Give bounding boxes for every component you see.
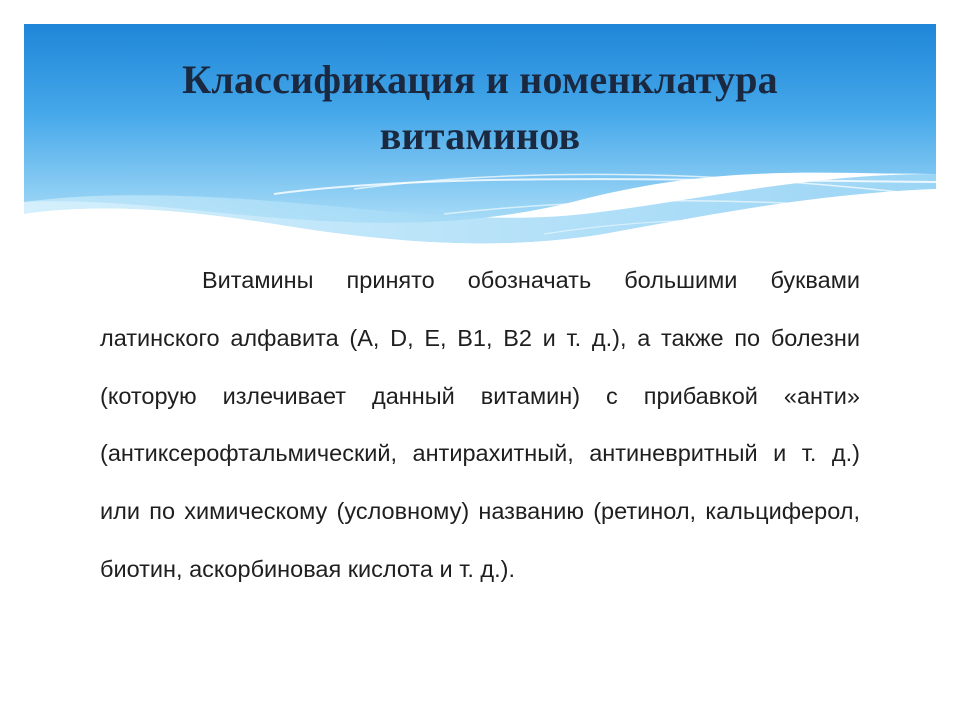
- slide-title-line-1: Классификация и номенклатура: [182, 57, 778, 102]
- slide-title-line-2: витаминов: [379, 113, 581, 158]
- slide-title: [60, 52, 900, 164]
- body-paragraph: Витамины принято обозначать большими буквами латинского алфавита (A, D, E, B1, B2 и т. д.), а также по болезни (которую излечивает данный витамин) с прибавкой «анти» (антиксерофтальмический, антирахитный, антиневритный и т. д.) или по химическому (условному) названию (ретинол, кальциферол, биотин, аскорбиновая кислота и т. д.).: [100, 267, 860, 582]
